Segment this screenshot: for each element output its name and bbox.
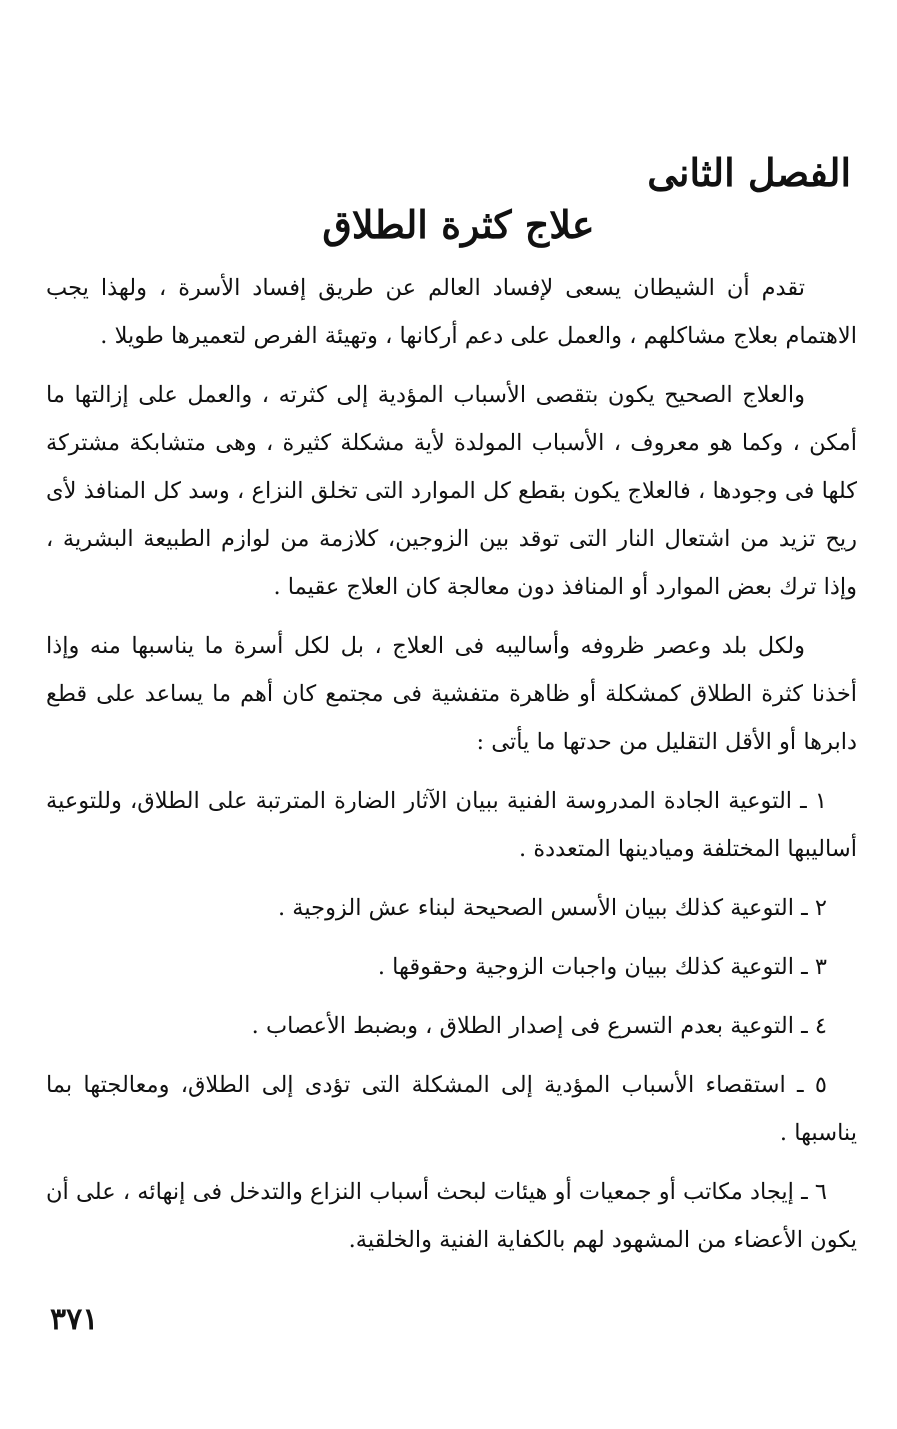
chapter-heading: الفصل الثانى: [647, 150, 851, 195]
list-item: ٥ ـ استقصاء الأسباب المؤدية إلى المشكلة التى تؤدى إلى الطلاق، ومعالجتها بما يناسبها .: [46, 1072, 857, 1146]
paragraph: تقدم أن الشيطان يسعى لإفساد العالم عن طريق إفساد الأسرة ، ولهذا يجب الاهتمام بعلاج مشاكلهم ، والعمل على دعم أركانها ، وتهيئة الفرص لتعميرها طويلا .: [46, 275, 857, 349]
list-item: ٣ ـ التوعية كذلك ببيان واجبات الزوجية وحقوقها .: [377, 954, 827, 980]
list-item: ٢ ـ التوعية كذلك ببيان الأسس الصحيحة لبناء عش الزوجية .: [278, 895, 827, 921]
section-title: علاج كثرة الطلاق: [322, 202, 595, 247]
paragraph: ولكل بلد وعصر ظروفه وأساليبه فى العلاج ، بل لكل أسرة ما يناسبها منه وإذا أخذنا كثرة الطلاق كمشكلة أو ظاهرة متفشية فى مجتمع كان أهم ما يساعد على قطع دابرها أو الأقل التقليل من حدتها ما يأتى :: [46, 633, 857, 755]
list-item: ٦ ـ إيجاد مكاتب أو جمعيات أو هيئات لبحث أسباب النزاع والتدخل فى إنهائه ، على أن يكون الأعضاء من المشهود لهم بالكفاية الفنية والخلقية.: [46, 1179, 857, 1253]
page-number: ٣٧١: [50, 1302, 99, 1337]
paragraph: والعلاج الصحيح يكون بتقصى الأسباب المؤدية إلى كثرته ، والعمل على إزالتها ما أمكن ، وكما هو معروف ، الأسباب المولدة لأية مشكلة كثيرة ، وهى متشابكة مشتركة كلها فى وجودها ، فالعلاج يكون بقطع كل الموارد التى تخلق النزاع ، وسد كل المنافذ لأى ريح تزيد من اشتعال النار التى توقد بين الزوجين، كلازمة من لوازم الطبيعة البشرية ، وإذا ترك بعض الموارد أو المنافذ دون معالجة كان العلاج عقيما .: [46, 382, 857, 600]
list-item: ٤ ـ التوعية بعدم التسرع فى إصدار الطلاق ، وبضبط الأعصاب .: [251, 1013, 827, 1039]
body-text: [46, 264, 857, 1275]
list-item: ١ ـ التوعية الجادة المدروسة الفنية ببيان الآثار الضارة المترتبة على الطلاق، وللتوعية أساليبها المختلفة وميادينها المتعددة .: [46, 788, 857, 862]
